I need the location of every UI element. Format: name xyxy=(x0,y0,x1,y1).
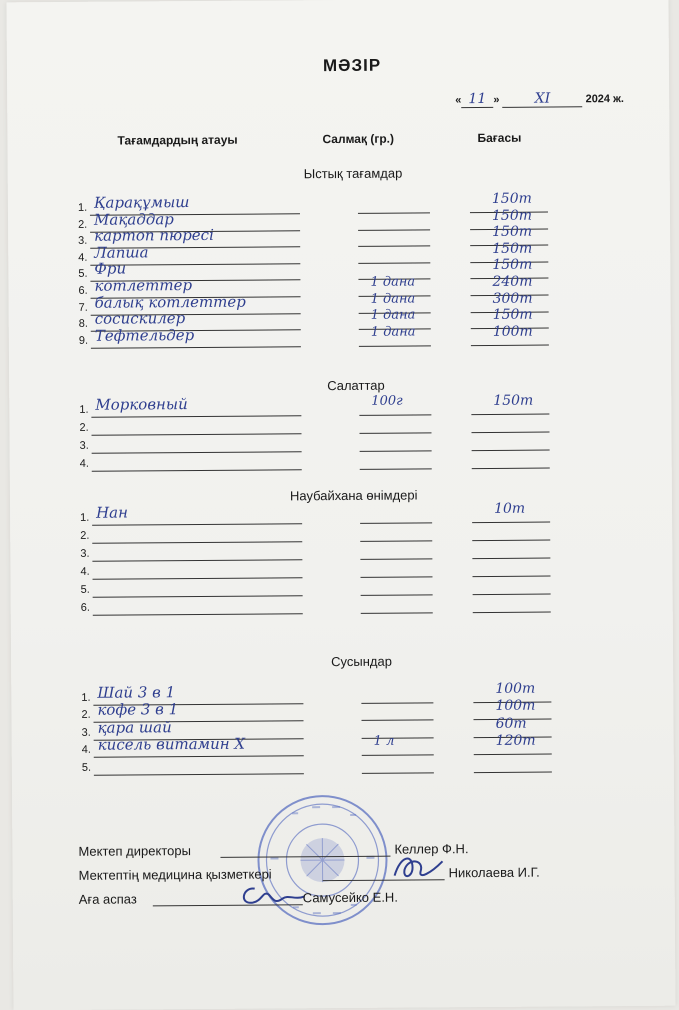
weight-blank-line xyxy=(361,612,433,614)
handwritten-price: 100т xyxy=(495,681,535,697)
price-blank-line xyxy=(472,468,550,470)
quote-open: « xyxy=(455,94,461,106)
row-number: 3. xyxy=(82,727,91,739)
row-number: 6. xyxy=(81,602,90,614)
row-number: 4. xyxy=(82,744,91,756)
cook-signature-icon xyxy=(235,880,307,911)
cook-name: Самусейко Е.Н. xyxy=(303,890,398,906)
handwritten-price: 100т xyxy=(493,323,533,339)
date-line xyxy=(455,90,624,108)
handwritten-weight: 1 л xyxy=(374,734,395,749)
row-number: 3. xyxy=(78,235,87,247)
handwritten-price: 150т xyxy=(493,393,533,409)
column-header-weight: Салмақ (гр.) xyxy=(322,132,394,146)
menu-row xyxy=(10,450,672,473)
price-blank-line xyxy=(473,612,551,614)
row-number: 5. xyxy=(81,584,90,596)
row-number: 3. xyxy=(80,440,89,452)
handwritten-name: Тефтельдер xyxy=(95,326,195,345)
handwritten-name: Қарақұмыш xyxy=(94,193,190,212)
handwritten-name: Лапша xyxy=(94,243,148,261)
row-number: 5. xyxy=(78,268,87,280)
column-header-name: Тағамдардың атауы xyxy=(117,133,237,148)
handwritten-price: 10т xyxy=(494,501,525,517)
section-title: Наубайхана өнімдері xyxy=(290,487,418,503)
section-title: Ыстық тағамдар xyxy=(304,166,403,182)
medic-name: Николаева И.Г. xyxy=(449,865,540,881)
handwritten-name: сосискилер xyxy=(95,309,186,328)
menu-sections xyxy=(6,0,668,2)
row-number: 2. xyxy=(78,218,87,230)
handwritten-price: 150т xyxy=(492,257,532,273)
handwritten-price: 150т xyxy=(492,240,532,256)
row-number: 2. xyxy=(81,709,90,721)
handwritten-name: кисель витамин Х xyxy=(98,735,245,754)
row-number: 2. xyxy=(79,422,88,434)
handwritten-name: балық котлеттер xyxy=(95,292,246,311)
column-header-price: Бағасы xyxy=(477,131,521,145)
handwritten-name: картоп пюресі xyxy=(94,226,214,245)
handwritten-weight: 100г xyxy=(371,394,402,409)
row-number: 4. xyxy=(78,252,87,264)
handwritten-weight: 1 дана xyxy=(370,274,415,289)
handwritten-price: 150т xyxy=(492,207,532,223)
weight-blank-line xyxy=(360,468,432,470)
row-number: 1. xyxy=(79,404,88,416)
handwritten-name: Морковный xyxy=(95,395,188,414)
handwritten-price: 100т xyxy=(495,698,535,714)
row-number: 5. xyxy=(82,761,91,773)
handwritten-price: 150т xyxy=(492,191,532,207)
section-title: Салаттар xyxy=(327,378,385,393)
date-month: XI xyxy=(535,91,551,107)
cook-label: Аға аспаз xyxy=(79,891,137,906)
handwritten-price: 60т xyxy=(495,716,526,732)
date-day: 11 xyxy=(468,91,486,107)
handwritten-price: 150т xyxy=(492,224,532,240)
row-number: 7. xyxy=(79,301,88,313)
date-day-field xyxy=(461,91,493,108)
row-number: 1. xyxy=(80,512,89,524)
quote-close: » xyxy=(493,94,499,106)
director-label: Мектеп директоры xyxy=(78,843,191,859)
menu-paper xyxy=(6,0,675,1010)
name-blank-line xyxy=(92,469,302,471)
handwritten-name: Шай 3 в 1 xyxy=(97,683,175,702)
row-number: 3. xyxy=(80,548,89,560)
row-number: 1. xyxy=(78,202,87,214)
date-year: 2024 ж. xyxy=(586,93,624,105)
name-blank-line xyxy=(93,613,303,615)
page-title: МӘЗІР xyxy=(323,56,381,76)
price-blank-line xyxy=(471,344,549,346)
menu-row xyxy=(11,594,673,617)
handwritten-weight: 1 дана xyxy=(371,324,416,339)
handwritten-weight: 1 дана xyxy=(371,308,416,323)
weight-blank-line xyxy=(359,345,431,347)
handwritten-name: қара шай xyxy=(97,718,171,737)
row-number: 2. xyxy=(80,530,89,542)
row-number: 6. xyxy=(78,285,87,297)
row-number: 8. xyxy=(79,318,88,330)
handwritten-price: 300т xyxy=(493,290,533,306)
menu-row xyxy=(12,753,674,776)
handwritten-price: 120т xyxy=(496,733,536,749)
weight-blank-line xyxy=(362,772,434,774)
menu-row xyxy=(9,326,671,349)
name-blank-line xyxy=(91,346,301,348)
medic-signature-icon xyxy=(390,849,446,885)
row-number: 1. xyxy=(81,692,90,704)
handwritten-name: Мақаддар xyxy=(94,210,174,229)
price-blank-line xyxy=(474,771,552,773)
handwritten-name: котлеттер xyxy=(94,276,192,295)
name-blank-line xyxy=(94,773,304,775)
handwritten-name: Фри xyxy=(94,260,126,278)
handwritten-name: Нан xyxy=(96,503,128,521)
director-name: Келлер Ф.Н. xyxy=(394,841,468,857)
handwritten-price: 150т xyxy=(493,307,533,323)
date-month-field xyxy=(502,90,582,108)
section-title: Сусындар xyxy=(331,654,392,669)
row-number: 9. xyxy=(79,335,88,347)
handwritten-weight: 1 дана xyxy=(371,291,416,306)
handwritten-price: 240т xyxy=(492,274,532,290)
row-number: 4. xyxy=(80,458,89,470)
medic-label: Мектептің медицина қызметкері xyxy=(79,866,272,882)
row-number: 4. xyxy=(80,566,89,578)
handwritten-name: кофе 3 в 1 xyxy=(97,701,178,720)
